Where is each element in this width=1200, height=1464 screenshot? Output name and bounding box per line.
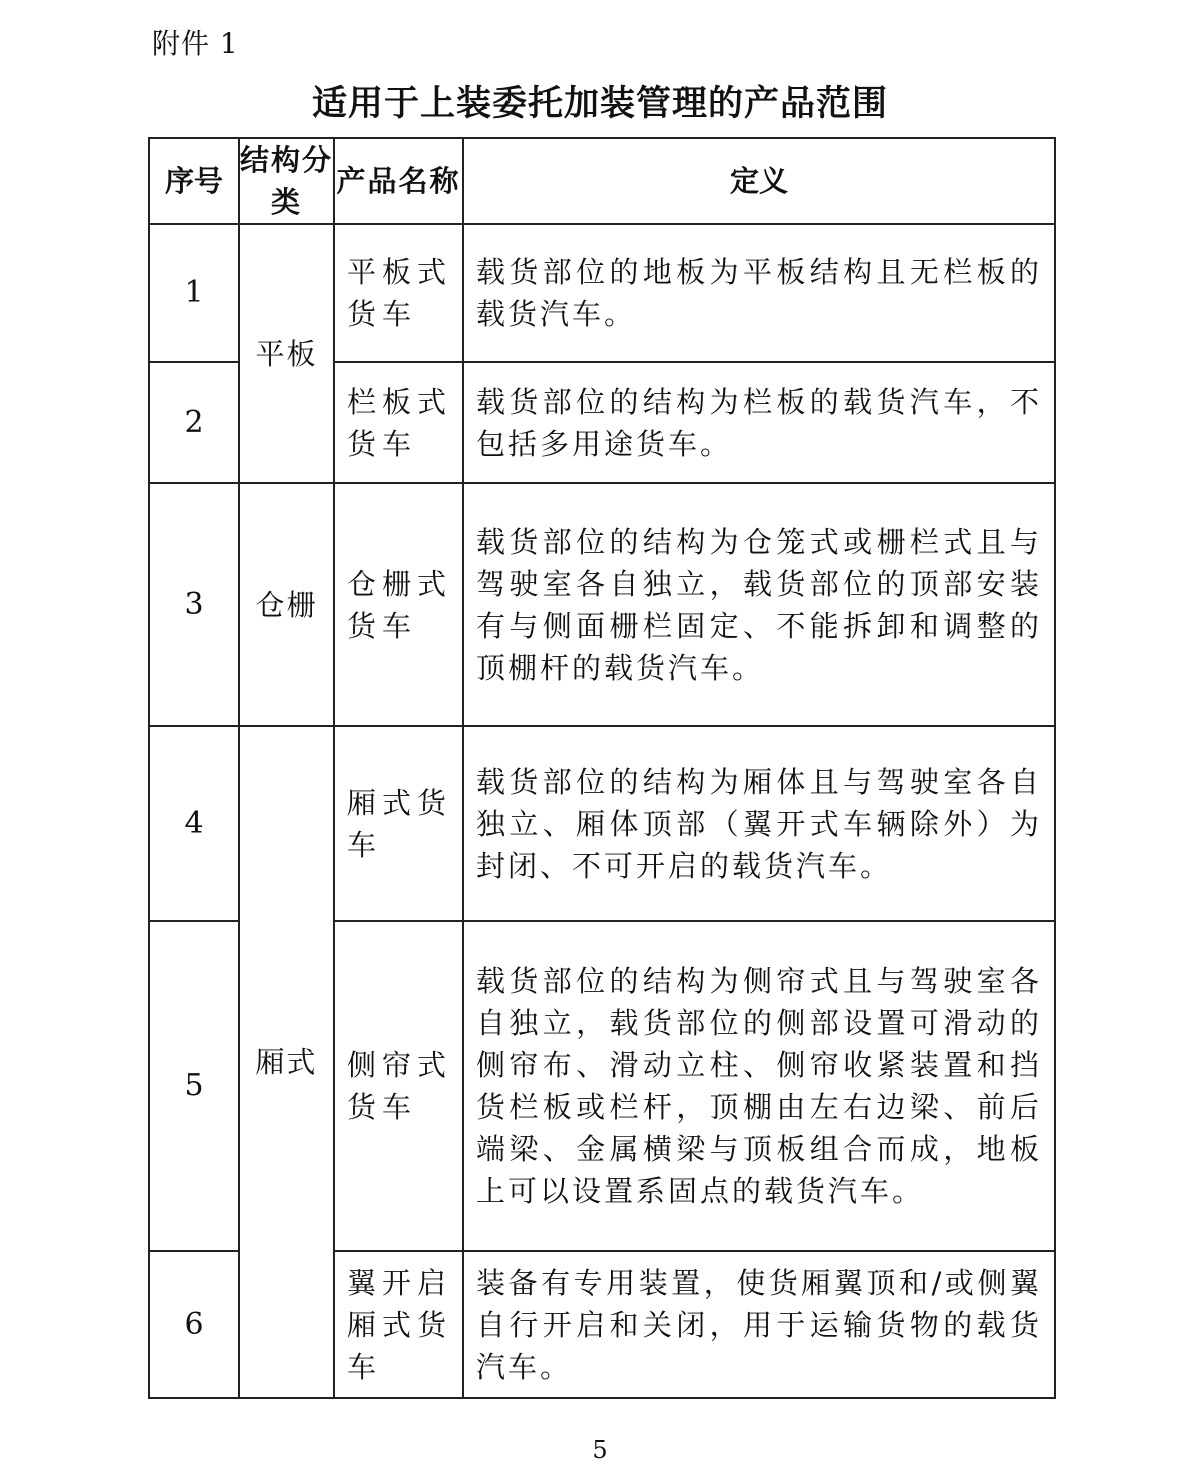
table-header-row <box>149 138 1055 224</box>
attachment-label: 附件 1 <box>152 27 239 60</box>
row-definition: 载货部位的结构为侧帘式且与驾驶室各自独立，载货部位的侧部设置可滑动的侧帘布、滑动立柱、侧帘收紧装置和挡货栏板或栏杆，顶棚由左右边梁、前后端梁、金属横梁与顶板组合而成，地板上可以设置系固点的载货汽车。 <box>463 921 1055 1251</box>
row-product-name: 平板式货车 <box>334 224 463 362</box>
table-row <box>149 483 1055 726</box>
row-definition: 装备有专用装置，使货厢翼顶和/或侧翼自行开启和关闭，用于运输货物的载货汽车。 <box>463 1251 1055 1398</box>
header-name: 产品名称 <box>334 138 463 224</box>
row-category: 仓栅 <box>239 483 334 726</box>
product-scope-table <box>148 137 1056 1399</box>
row-category: 厢式 <box>239 726 334 1398</box>
row-index: 4 <box>149 726 239 921</box>
row-definition: 载货部位的地板为平板结构且无栏板的载货汽车。 <box>463 224 1055 362</box>
row-product-name: 栏板式货车 <box>334 362 463 483</box>
row-category: 平板 <box>239 224 334 483</box>
table-row <box>149 224 1055 362</box>
row-index: 3 <box>149 483 239 726</box>
row-product-name: 侧帘式货车 <box>334 921 463 1251</box>
table-row <box>149 726 1055 921</box>
row-definition: 载货部位的结构为栏板的载货汽车，不包括多用途货车。 <box>463 362 1055 483</box>
header-category: 结构分类 <box>239 138 334 224</box>
header-definition: 定义 <box>463 138 1055 224</box>
row-index: 6 <box>149 1251 239 1398</box>
row-product-name: 翼开启厢式货车 <box>334 1251 463 1398</box>
row-product-name: 厢式货车 <box>334 726 463 921</box>
row-index: 2 <box>149 362 239 483</box>
header-index: 序号 <box>149 138 239 224</box>
page-number: 5 <box>592 1436 608 1464</box>
row-index: 5 <box>149 921 239 1251</box>
row-index: 1 <box>149 224 239 362</box>
row-product-name: 仓栅式货车 <box>334 483 463 726</box>
document-title: 适用于上装委托加装管理的产品范围 <box>311 83 888 124</box>
row-definition: 载货部位的结构为厢体且与驾驶室各自独立、厢体顶部（翼开式车辆除外）为封闭、不可开启的载货汽车。 <box>463 726 1055 921</box>
row-definition: 载货部位的结构为仓笼式或栅栏式且与驾驶室各自独立，载货部位的顶部安装有与侧面栅栏固定、不能拆卸和调整的顶棚杆的载货汽车。 <box>463 483 1055 726</box>
